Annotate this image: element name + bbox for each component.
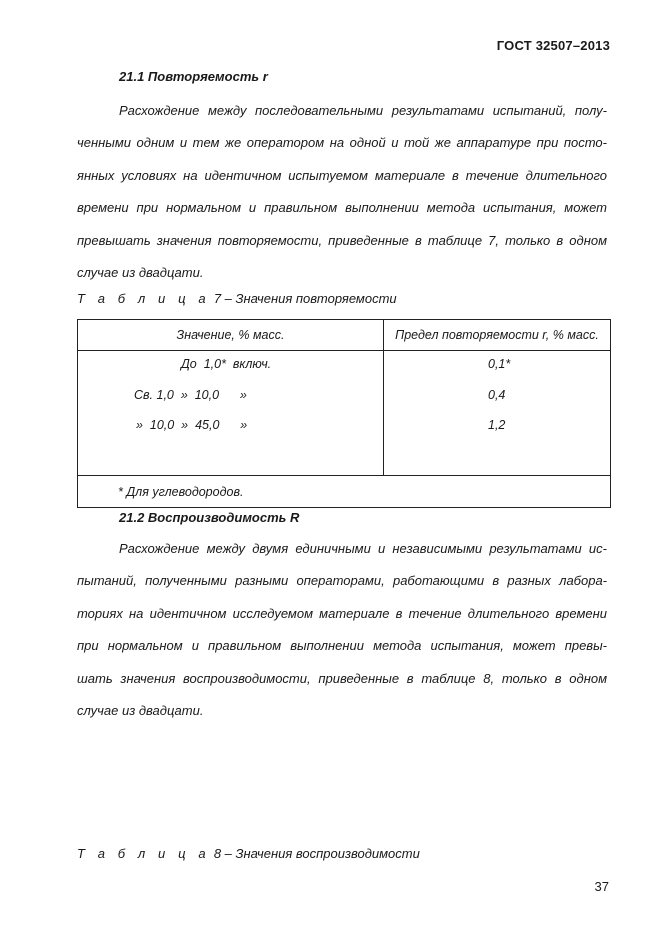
table-caption-text: 8 – Значения воспроизводимости (213, 846, 420, 861)
paragraph-line: времени при нормальном и правильном выполнении метода испытания, может (77, 200, 607, 216)
paragraph-line: случае из двадцати. (77, 265, 204, 281)
table-caption-text: 7 – Значения повторяемости (213, 291, 397, 306)
table-column-header: Значение, % масс. (78, 320, 384, 351)
table-limit-value: 0,1* (488, 357, 511, 371)
paragraph-line: ченными одним и тем же оператором на одной и той же аппаратуре при посто- (77, 135, 607, 151)
table-range-value: Св. 1,0 » 10,0 » (134, 388, 247, 402)
paragraph-line: Расхождение между двумя единичными и независимыми результатами ис- (119, 541, 607, 556)
repeatability-table (77, 319, 611, 508)
table-caption-prefix: Т а б л и ц а (77, 291, 211, 306)
table-range-cell (78, 351, 384, 476)
table-range-value: До 1,0* включ. (181, 357, 272, 371)
table-limit-value: 1,2 (488, 418, 506, 432)
paragraph-line: янных условиях на идентичном испытуемом материале в течение длительного (77, 167, 607, 183)
section-heading-reproducibility: 21.2 Воспроизводимость R (119, 510, 300, 525)
table-column-header: Предел повторяемости r, % масс. (384, 320, 611, 351)
paragraph-line: случае из двадцати. (77, 703, 204, 719)
section-heading-repeatability: 21.1 Повторяемость r (119, 69, 268, 84)
table-footnote: * Для углеводородов. (78, 476, 611, 508)
paragraph-line: шать значения воспроизводимости, приведенные в таблице 8, только в одном (77, 670, 607, 686)
paragraph-line: при нормальном и правильном выполнении метода испытания, может превы- (77, 638, 607, 654)
table-limit-value: 0,4 (488, 388, 506, 402)
paragraph-line: ториях на идентичном исследуемом материале в течение длительного времени (77, 605, 607, 621)
document-header: ГОСТ 32507–2013 (496, 38, 610, 53)
paragraph-line: пытаний, полученными разными операторами, работающими в разных лабора- (77, 573, 607, 589)
table-caption (77, 291, 397, 306)
table-range-value: » 10,0 » 45,0 » (136, 418, 248, 432)
page-number: 37 (594, 879, 609, 894)
section-paragraph-repeatability (77, 95, 607, 289)
paragraph-line: Расхождение между последовательными результатами испытаний, полу- (119, 103, 607, 118)
table-caption (77, 846, 420, 861)
table-limit-cell (384, 351, 611, 476)
section-paragraph-reproducibility (77, 533, 607, 727)
table-caption-prefix: Т а б л и ц а (77, 846, 211, 861)
paragraph-line: превышать значения повторяемости, приведенные в таблице 7, только в одном (77, 232, 607, 248)
